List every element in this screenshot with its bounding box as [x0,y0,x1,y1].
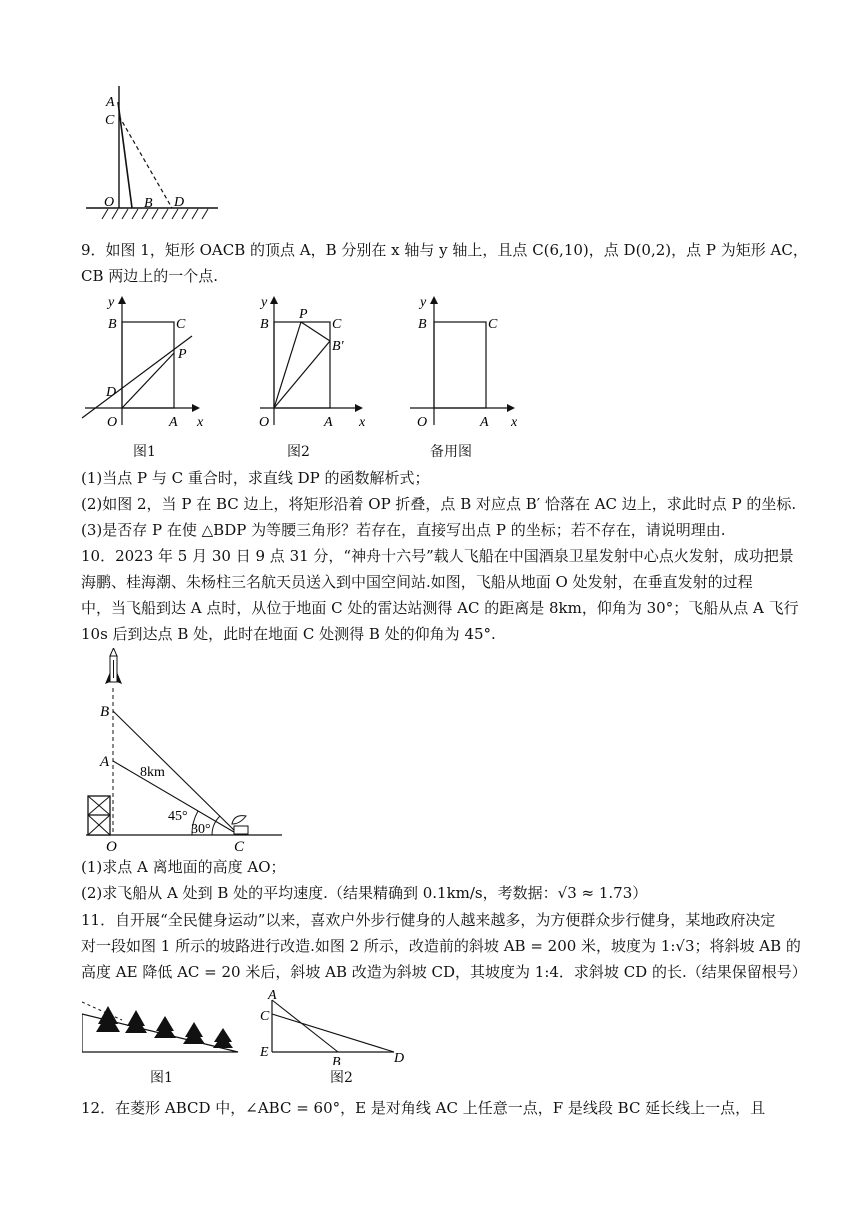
q9-sub1: (1)当点 P 与 C 重合时，求直线 DP 的函数解析式； [81,469,430,487]
fig1-caption-text: 图1 [133,444,156,460]
radar-dish-icon [232,816,248,834]
q9-figure-2 [255,290,385,438]
q9-sub2: (2)如图 2，当 P 在 BC 边上，将矩形沿着 OP 折叠，点 B 对应点 B′ 恰落在 AC 边上，求此时点 P 的坐标. [81,495,797,513]
fig1-label-y: y [108,295,115,310]
fig3-label-x: x [511,415,518,430]
rocket-label-8km: 8km [140,765,165,780]
q9-sub3: (3)是否存 P 在使 △BDP 为等腰三角形？若存在，直接写出点 P 的坐标；若不存在，请说明理由. [81,521,726,539]
rocket-label-c: C [234,839,245,853]
rocket-icon [105,648,122,684]
q9-stem-line2: CB 两边上的一个点. [81,267,219,285]
ladder-label-c: C [105,113,115,128]
q10-rocket-figure [82,648,292,853]
q9-figure-spare [405,290,535,438]
q12-stem-line1: 12．在菱形 ABCD 中，∠ABC = 60°，E 是对角线 AC 上任意一点，F 是线段 BC 延长线上一点，且 [81,1099,766,1117]
fig2-label-a: A [324,415,333,430]
q10-sub1: (1)求点 A 离地面的高度 AO； [81,858,286,876]
q11-stem-line1: 11．自开展“全民健身运动”以来，喜欢户外步行健身的人越来越多，为方便群众步行健身，某地政府决定 [81,911,776,929]
q11-stem-line2: 对一段如图 1 所示的坡路进行改造.如图 2 所示，改造前的斜坡 AB = 200 米，坡度为 1:√3；将斜坡 AB 的 [81,937,801,955]
rocket-label-45: 45° [168,809,188,824]
q9-stem-line1: 9．如图 1，矩形 OACB 的顶点 A，B 分别在 x 轴与 y 轴上，且点 C(6,10)，点 D(0,2)，点 P 为矩形 AC， [81,241,808,259]
fig1-label-p: P [178,347,187,362]
slope2-label-d: D [394,1051,405,1065]
ladder-label-o: O [104,195,115,210]
q11-figure-2-slope [258,990,408,1065]
slope2-label-e: E [260,1045,269,1060]
q11-fig2-caption: 图2 [330,1070,353,1086]
fig1-label-b: B [108,317,117,332]
fig3-label-y: y [420,295,427,310]
fig3-label-a: A [480,415,489,430]
fig3-caption-text: 备用图 [430,444,472,460]
q10-stem-line4: 10s 后到达点 B 处，此时在地面 C 处测得 B 处的仰角为 45°. [81,625,496,643]
fig2-label-b-prime: B′ [332,339,344,354]
rocket-label-a: A [100,754,110,770]
fig2-label-x: x [359,415,366,430]
fig2-label-p: P [299,307,308,322]
rocket-label-o: O [106,839,117,853]
fig1-label-o: O [107,415,118,430]
q11-figure-1-slope [82,990,242,1060]
fig1-label-d: D [106,385,117,400]
q10-stem-line1: 10．2023 年 5 月 30 日 9 点 31 分，“神舟十六号”载人飞船在中国酒泉卫星发射中心点火发射，成功把景 [81,547,794,565]
slope2-label-b: B [332,1055,341,1065]
q10-stem-line2: 海鹏、桂海潮、朱杨柱三名航天员送入到中国空间站.如图，飞船从地面 O 处发射，在垂直发射的过程 [81,573,753,591]
rocket-label-30: 30° [191,822,211,837]
fig2-label-y: y [261,295,268,310]
q11-stem-line3: 高度 AE 降低 AC = 20 米后，斜坡 AB 改造为斜坡 CD，其坡度为 1:4．求斜坡 CD 的长.（结果保留根号） [81,963,807,981]
fig1-label-a: A [169,415,178,430]
q11-fig1-caption: 图1 [150,1070,173,1086]
slope2-label-a: A [268,990,277,1003]
fig1-label-x: x [197,415,204,430]
fig1-label-c: C [176,317,186,332]
fig2-label-b: B [260,317,269,332]
fig3-label-c: C [488,317,498,332]
fig2-label-c: C [332,317,342,332]
q10-stem-line3: 中，当飞船到达 A 点时，从位于地面 C 处的雷达站测得 AC 的距离是 8km，仰角为 30°；飞船从点 A 飞行 [81,599,799,617]
q10-sub2: (2)求飞船从 A 处到 B 处的平均速度.（结果精确到 0.1km/s，考数据：√3 ≈ 1.73） [81,884,648,902]
fig2-label-o: O [259,415,270,430]
ladder-label-d: D [174,195,185,210]
ladder-figure [86,86,226,226]
fig2-caption-text: 图2 [287,444,310,460]
slope2-label-c: C [260,1009,270,1024]
q9-figure-1 [80,290,210,438]
rocket-label-b: B [100,704,110,720]
fig3-label-b: B [418,317,427,332]
fig3-label-o: O [417,415,428,430]
ladder-label-b: B [144,196,153,211]
ladder-label-a: A [106,95,115,110]
